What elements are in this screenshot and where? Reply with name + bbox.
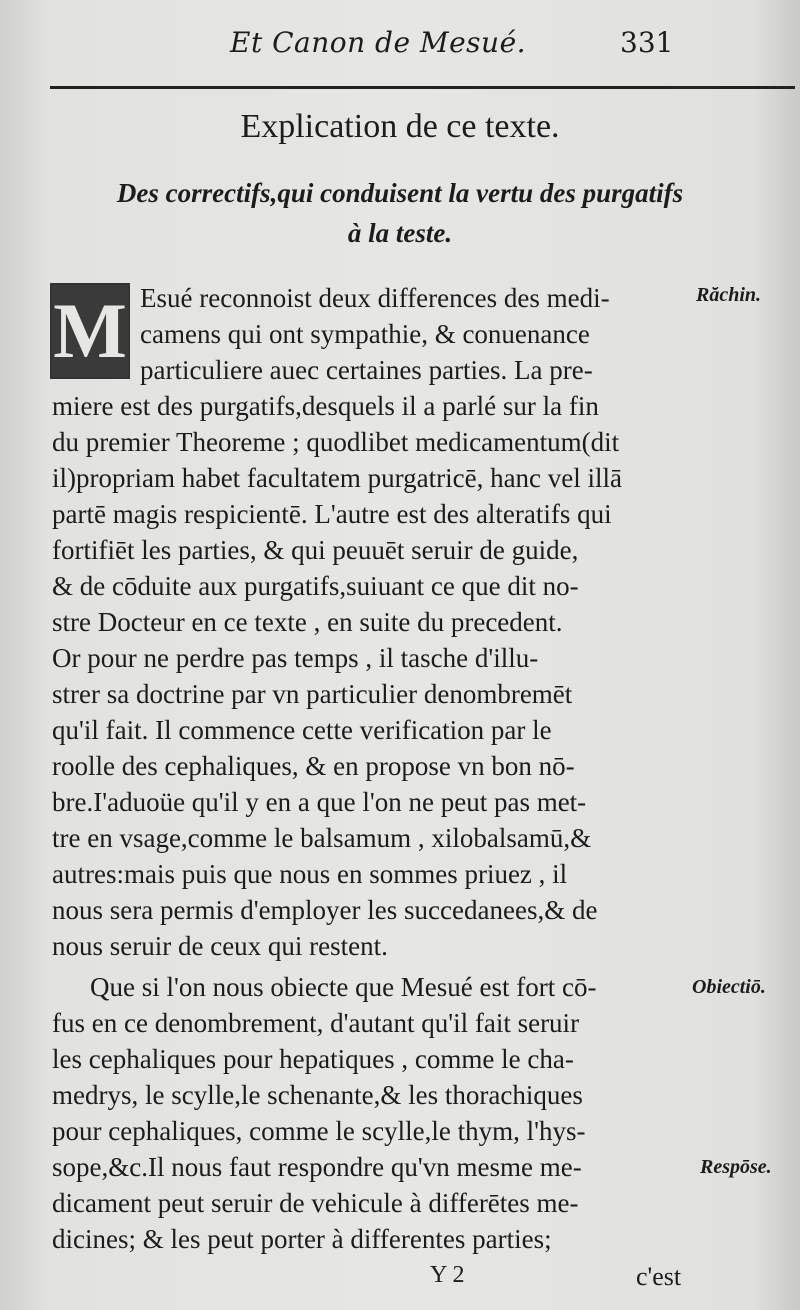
body-line: nous sera permis d'employer les succedanees,& de xyxy=(52,895,598,925)
body-line: fortifiēt les parties, & qui peuuēt seruir de guide, xyxy=(52,535,579,565)
body-line: bre.I'aduoüe qu'il y en a que l'on ne peut pas met- xyxy=(52,787,587,817)
body-line: partē magis respicientē. L'autre est des alteratifs qui xyxy=(52,499,612,529)
body-line: dicament peut seruir de vehicule à differētes me- xyxy=(52,1188,579,1218)
section-title: Explication de ce texte. xyxy=(240,108,560,145)
catchword: c'est xyxy=(636,1262,682,1291)
body-line: medrys, le scylle,le schenante,& les thorachiques xyxy=(52,1080,583,1110)
body-line: sope,&c.Il nous faut respondre qu'vn mesme me- xyxy=(52,1152,582,1182)
body-line: nous seruir de ceux qui restent. xyxy=(52,931,388,961)
body-line: roolle des cephaliques, & en propose vn bon nō- xyxy=(52,751,575,781)
body-line: les cephaliques pour hepatiques , comme le cha- xyxy=(52,1044,574,1074)
body-line: stre Docteur en ce texte , en suite du precedent. xyxy=(52,607,563,637)
body-line: strer sa doctrine par vn particulier denombremēt xyxy=(52,679,573,709)
margin-note: Respōse. xyxy=(700,1156,772,1178)
body-line: Esué reconnoist deux differences des medi- xyxy=(140,283,610,313)
drop-cap-letter: M xyxy=(53,287,127,374)
body-line: Que si l'on nous obiecte que Mesué est fort cō- xyxy=(90,972,597,1002)
margin-note: Răchin. xyxy=(696,284,762,306)
body-line: pour cephaliques, comme le scylle,le thym, l'hys- xyxy=(52,1116,586,1146)
decorated-initial xyxy=(50,283,130,379)
body-line: camens qui ont sympathie, & conuenance xyxy=(140,319,590,349)
body-line: il)propriam habet facultatem purgatricē, hanc vel illā xyxy=(52,463,623,493)
subtitle-line: à la teste. xyxy=(347,218,453,248)
body-line: du premier Theoreme ; quodlibet medicamentum(dit xyxy=(52,427,620,457)
body-line: tre en vsage,comme le balsamum , xilobalsamū,& xyxy=(52,823,592,853)
body-line: dicines; & les peut porter à differentes parties; xyxy=(52,1224,552,1254)
subtitle-line: Des correctifs,qui conduisent la vertu des purgatifs xyxy=(116,178,684,208)
running-head: Et Canon de Mesué. xyxy=(230,26,527,59)
page-number: 331 xyxy=(620,26,674,59)
signature-mark: Y 2 xyxy=(430,1262,465,1288)
margin-note: Obiectiō. xyxy=(692,976,766,998)
body-line: & de cōduite aux purgatifs,suiuant ce que dit no- xyxy=(52,571,579,601)
body-line: fus en ce denombrement, d'autant qu'il fait seruir xyxy=(52,1008,580,1038)
body-line: particuliere auec certaines parties. La pre- xyxy=(140,355,593,385)
body-line: qu'il fait. Il commence cette verification par le xyxy=(52,715,552,745)
body-line: autres:mais puis que nous en sommes priuez , il xyxy=(52,859,568,889)
body-line: Or pour ne perdre pas temps , il tasche d'illu- xyxy=(52,643,539,673)
body-line: miere est des purgatifs,desquels il a parlé sur la fin xyxy=(52,391,599,421)
header-rule xyxy=(50,86,795,89)
